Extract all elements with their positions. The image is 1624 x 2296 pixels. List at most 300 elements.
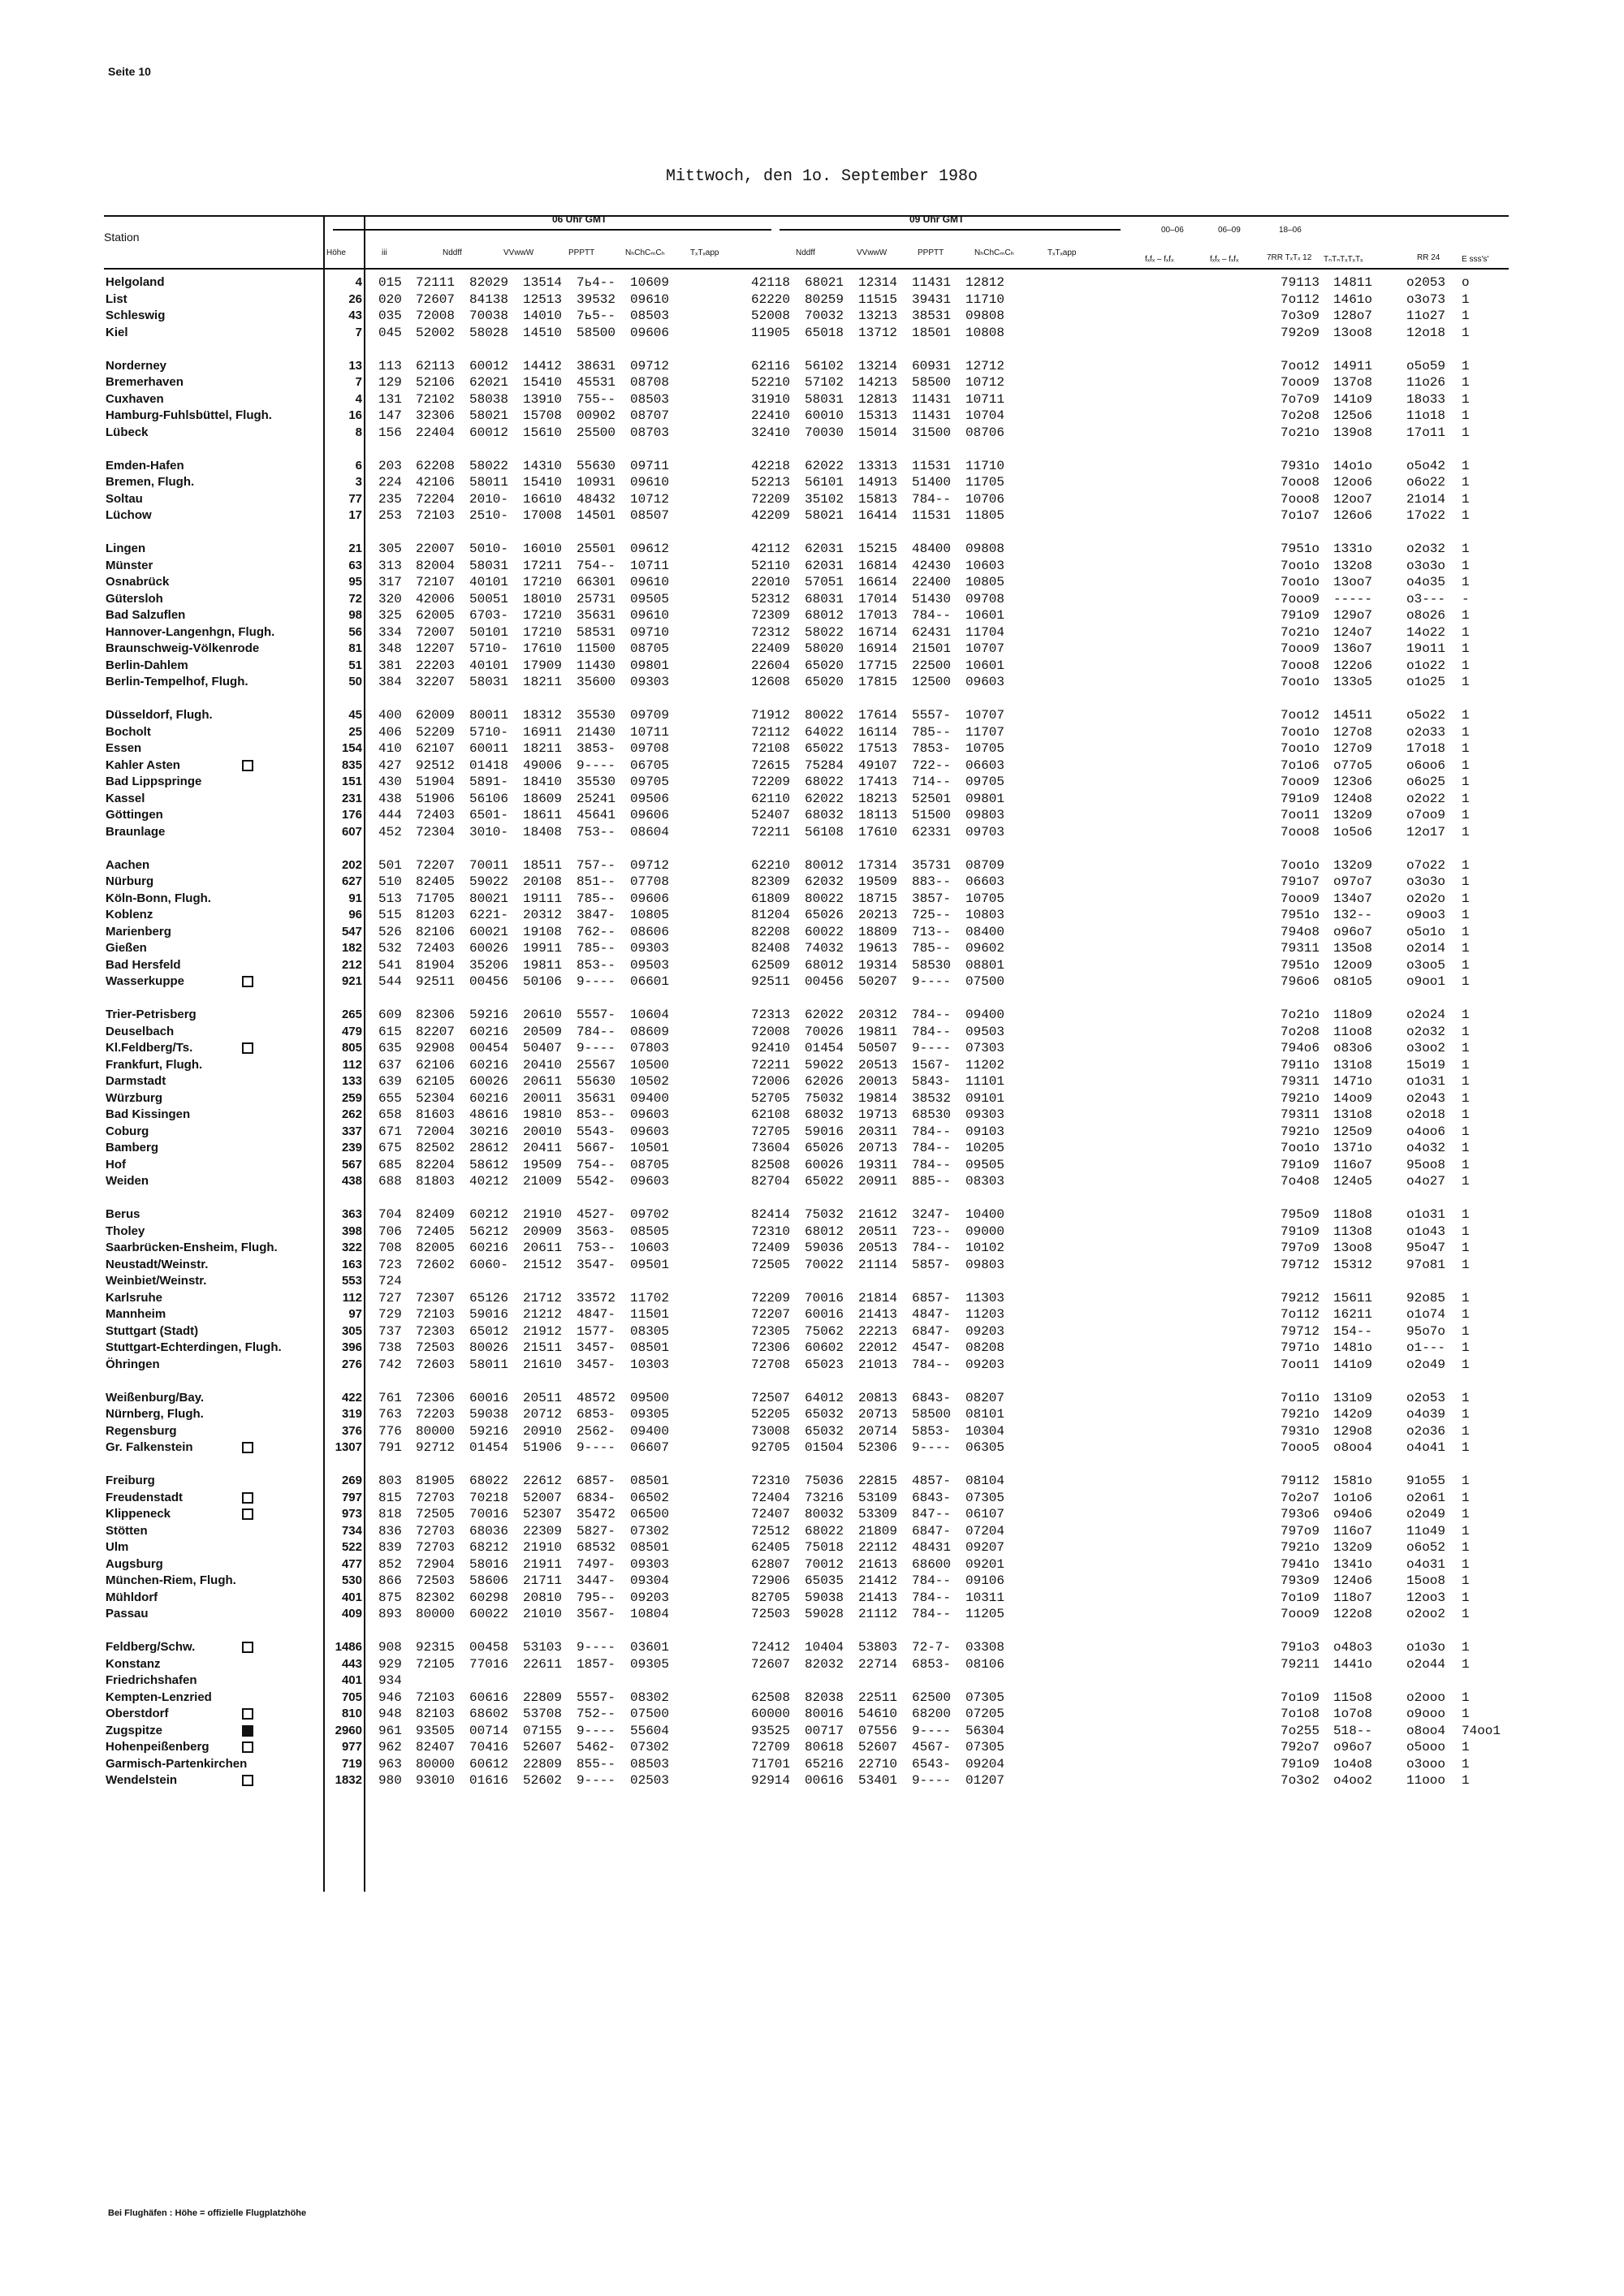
table-row: [0, 1656, 1624, 1672]
station-name: Friedrichshafen: [106, 1673, 197, 1687]
obs-iii: 980: [378, 1773, 402, 1788]
obs-k: 08303: [965, 1174, 1005, 1189]
obs-p: -: [1462, 591, 1470, 606]
obs-e: 09603: [630, 1174, 670, 1189]
obs-n: o96o7: [1333, 1740, 1373, 1754]
obs-p: 1: [1462, 408, 1470, 423]
obs-d: 35530: [577, 775, 616, 789]
obs-c: 14510: [523, 325, 563, 340]
obs-b: 59216: [469, 1423, 509, 1439]
obs-e: 10609: [630, 275, 670, 290]
obs-n: 125o6: [1333, 408, 1373, 423]
obs-o: o2053: [1406, 275, 1446, 290]
station-height: 16: [348, 408, 362, 422]
obs-k: 09603: [965, 675, 1005, 689]
table-row: [0, 791, 1624, 807]
tn-header: TₙTₙTₓTₓTₓ: [1324, 255, 1363, 264]
obs-d: 33572: [577, 1290, 616, 1306]
obs-l: 7ooo8: [1281, 475, 1320, 490]
obs-n: 132o9: [1333, 1540, 1373, 1555]
obs-a: 72107: [416, 575, 456, 589]
obs-i: 19314: [858, 957, 898, 973]
obs-b: 70218: [469, 1490, 509, 1505]
table-row: [0, 507, 1624, 524]
obs-i: 19509: [858, 874, 898, 889]
obs-b: 59216: [469, 1008, 509, 1022]
mountain-station-icon: [242, 976, 253, 987]
obs-i: 50207: [858, 974, 898, 989]
obs-o: 21o14: [1406, 491, 1446, 507]
table-row: [0, 1007, 1624, 1023]
table-row: [0, 957, 1624, 973]
obs-j: 62331: [912, 824, 952, 839]
obs-f: 52210: [751, 375, 791, 390]
obs-i: 17014: [858, 591, 898, 606]
obs-p: 1: [1462, 824, 1470, 839]
obs-i: 19311: [858, 1157, 898, 1172]
table-row: [0, 408, 1624, 424]
obs-e: 09712: [630, 358, 670, 373]
obs-i: 13313: [858, 458, 898, 473]
obs-p: 1: [1462, 1773, 1470, 1788]
obs-iii: 685: [378, 1157, 402, 1172]
obs-c: 07155: [523, 1723, 563, 1738]
obs-f: 22604: [751, 658, 791, 673]
table-row: [0, 1206, 1624, 1223]
obs-d: 68532: [577, 1540, 616, 1555]
obs-a: 82405: [416, 874, 456, 889]
obs-iii: 532: [378, 941, 402, 956]
obs-g: 65035: [805, 1573, 844, 1588]
obs-e: 07302: [630, 1740, 670, 1754]
obs-g: 65022: [805, 1174, 844, 1189]
obs-k: 07500: [965, 974, 1005, 989]
obs-e: 09400: [630, 1090, 670, 1106]
obs-p: 1: [1462, 808, 1470, 822]
obs-c: 18211: [523, 675, 563, 689]
station-height: 112: [342, 1290, 362, 1305]
obs-n: 122o8: [1333, 1607, 1373, 1621]
obs-o: o9ooo: [1406, 1707, 1446, 1721]
station-height: 1307: [335, 1440, 362, 1454]
obs-c: 14412: [523, 358, 563, 373]
obs06-header: 06 Uhr GMT: [552, 214, 607, 225]
obs-e: 06601: [630, 974, 670, 989]
obs-f: 61809: [751, 891, 791, 906]
station-height: 56: [348, 624, 362, 639]
obs-f: 92914: [751, 1773, 791, 1788]
obs-f: 22409: [751, 641, 791, 656]
obs-e: 09801: [630, 658, 670, 673]
obs-g: 68031: [805, 591, 844, 606]
obs-l: 7o21o: [1281, 624, 1320, 640]
obs-f: 42112: [751, 542, 791, 556]
table-row: [0, 1473, 1624, 1489]
obs-l: 7ooo9: [1281, 775, 1320, 789]
station-name: Bad Kissingen: [106, 1107, 191, 1121]
obs-e: 09303: [630, 1556, 670, 1572]
obs-b: 58031: [469, 675, 509, 689]
obs-p: 1: [1462, 325, 1470, 340]
obs-d: 5557-: [577, 1008, 616, 1022]
station-height: 26: [348, 291, 362, 306]
obs-e: 10502: [630, 1074, 670, 1089]
obs-e: 09712: [630, 857, 670, 873]
obs-iii: 541: [378, 957, 402, 973]
obs-i: 20511: [858, 1224, 898, 1239]
obs-c: 16010: [523, 542, 563, 556]
obs-e: 08705: [630, 641, 670, 656]
obs-f: 82508: [751, 1157, 791, 1172]
station-name: Stötten: [106, 1523, 148, 1538]
obs-f: 72211: [751, 824, 791, 839]
obs-p: 1: [1462, 874, 1470, 889]
obs-c: 22612: [523, 1474, 563, 1488]
obs-i: 16814: [858, 558, 898, 573]
obs-l: 7921o: [1281, 1540, 1320, 1555]
table-row: [0, 325, 1624, 341]
obs-c: 52607: [523, 1740, 563, 1754]
station-height: 438: [341, 1174, 362, 1188]
obs-j: 58500: [912, 1407, 952, 1422]
obs-p: 1: [1462, 1707, 1470, 1721]
obs-d: 6834-: [577, 1490, 616, 1505]
table-row: [0, 358, 1624, 374]
obs-j: 5557-: [912, 708, 952, 723]
station-name: Hamburg-Fuhlsbüttel, Flugh.: [106, 408, 272, 422]
obs-j: 9----: [912, 1041, 952, 1055]
obs-iii: 381: [378, 658, 402, 673]
obs-e: 08503: [630, 391, 670, 407]
station-name: Würzburg: [106, 1090, 162, 1105]
station-height: 2960: [335, 1723, 362, 1737]
obs-a: 72703: [416, 1523, 456, 1539]
obs-b: 60216: [469, 1241, 509, 1255]
obs-g: 70032: [805, 309, 844, 323]
obs-iii: 515: [378, 908, 402, 922]
page-label: Seite 10: [108, 65, 151, 78]
obs-d: 9----: [577, 1440, 616, 1455]
obs-l: 7o1o7: [1281, 508, 1320, 523]
obs-a: 72503: [416, 1573, 456, 1588]
obs-d: 5462-: [577, 1740, 616, 1754]
table-row: [0, 474, 1624, 490]
obs-c: 19811: [523, 957, 563, 973]
obs-n: 141o9: [1333, 391, 1373, 407]
obs-g: 01454: [805, 1041, 844, 1055]
obs-a: 72103: [416, 508, 456, 523]
obs-iii: 639: [378, 1074, 402, 1089]
f2-header: fₓfₓ – fₓfₓ: [1210, 255, 1239, 264]
obs-g: 75032: [805, 1207, 844, 1222]
obs-p: 1: [1462, 1057, 1470, 1072]
obs-i: 19613: [858, 941, 898, 956]
obs-o: o4o31: [1406, 1556, 1446, 1572]
obs-iii: 658: [378, 1107, 402, 1122]
station-height: 607: [341, 824, 362, 839]
obs-iii: 815: [378, 1490, 402, 1505]
table-row: [0, 607, 1624, 624]
station-name: Bad Lippspringe: [106, 775, 202, 788]
obs-i: 21612: [858, 1207, 898, 1222]
obs-e: 07500: [630, 1707, 670, 1721]
station-name: Braunlage: [106, 824, 166, 839]
obs-e: 08705: [630, 1157, 670, 1172]
obs-b: 62021: [469, 375, 509, 390]
obs-iii: 671: [378, 1124, 402, 1139]
obs-iii: 325: [378, 608, 402, 623]
obs-d: 5543-: [577, 1124, 616, 1139]
station-height: 805: [341, 1041, 362, 1055]
obs-p: 1: [1462, 575, 1470, 589]
obs-n: 128o7: [1333, 309, 1373, 323]
station-height: 98: [348, 608, 362, 622]
obs-n: o94o6: [1333, 1507, 1373, 1521]
obs-f: 72209: [751, 775, 791, 789]
station-height: 269: [341, 1474, 362, 1487]
obs-f: 52110: [751, 558, 791, 573]
obs-p: 1: [1462, 1607, 1470, 1621]
obs-l: 791o9: [1281, 1756, 1320, 1772]
obs-i: 12813: [858, 391, 898, 407]
obs-l: 797o9: [1281, 1523, 1320, 1539]
obs-p: 1: [1462, 1024, 1470, 1039]
obs-f: 62509: [751, 957, 791, 973]
obs-n: 14o1o: [1333, 458, 1373, 473]
obs-a: 72203: [416, 1407, 456, 1422]
station-name: Wendelstein: [106, 1773, 178, 1787]
obs-iii: 035: [378, 309, 402, 323]
obs-e: 10711: [630, 724, 670, 740]
obs-c: 19108: [523, 924, 563, 939]
obs-g: 57102: [805, 375, 844, 390]
obs-p: 1: [1462, 1440, 1470, 1455]
obs-f: 60000: [751, 1707, 791, 1721]
table-row: [0, 291, 1624, 308]
obs-j: 714--: [912, 775, 952, 789]
obs-g: 64012: [805, 1390, 844, 1405]
obs-b: 60216: [469, 1057, 509, 1072]
obs-n: 132o8: [1333, 558, 1373, 573]
table-row: [0, 391, 1624, 408]
obs-d: 853--: [577, 957, 616, 973]
table-row: [0, 1756, 1624, 1772]
station-height: 705: [341, 1690, 362, 1704]
station-height: 202: [341, 857, 362, 872]
obs-g: 62031: [805, 558, 844, 573]
obs-g: 80032: [805, 1507, 844, 1521]
obs-j: 12500: [912, 675, 952, 689]
obs-i: 19713: [858, 1107, 898, 1122]
obs-b: 58612: [469, 1157, 509, 1172]
obs-i: 17610: [858, 824, 898, 839]
obs-k: 12812: [965, 275, 1005, 290]
obs-k: 08101: [965, 1407, 1005, 1422]
obs-p: 1: [1462, 1357, 1470, 1372]
station-name: Frankfurt, Flugh.: [106, 1057, 203, 1072]
obs-i: 12314: [858, 275, 898, 290]
obs-a: 92908: [416, 1041, 456, 1055]
obs-i: 21814: [858, 1290, 898, 1306]
table-row: [0, 874, 1624, 890]
obs-c: 19911: [523, 941, 563, 956]
obs-d: 35472: [577, 1507, 616, 1521]
obs-g: 65018: [805, 325, 844, 340]
obs-l: 7ooo8: [1281, 658, 1320, 673]
obs-iii: 544: [378, 974, 402, 989]
station-height: 547: [341, 924, 362, 939]
obs-l: 7o255: [1281, 1723, 1320, 1738]
obs-f: 71912: [751, 708, 791, 723]
obs-iii: 501: [378, 857, 402, 873]
obs09-rule: [780, 229, 1121, 231]
obs-p: 1: [1462, 491, 1470, 507]
station-name: Helgoland: [106, 275, 165, 289]
obs-k: 06305: [965, 1440, 1005, 1455]
obs-l: 7o21o: [1281, 425, 1320, 440]
station-name: Tholey: [106, 1224, 145, 1238]
table-row: [0, 707, 1624, 723]
obs-iii: 839: [378, 1540, 402, 1555]
table-row: [0, 308, 1624, 324]
station-height: 91: [348, 891, 362, 905]
table-row: [0, 624, 1624, 641]
obs-l: 7ooo9: [1281, 375, 1320, 390]
obs-n: 1o4o8: [1333, 1756, 1373, 1772]
obs-p: 1: [1462, 309, 1470, 323]
obs-d: 35631: [577, 1090, 616, 1106]
station-name: Augsburg: [106, 1556, 163, 1571]
obs-d: 3457-: [577, 1357, 616, 1372]
obs-f: 72709: [751, 1740, 791, 1754]
obs-g: 35102: [805, 491, 844, 507]
obs-b: 60016: [469, 1390, 509, 1405]
obs-c: 15410: [523, 475, 563, 490]
obs-g: 82038: [805, 1690, 844, 1705]
obs-n: 141o9: [1333, 1357, 1373, 1372]
obs-b: 82029: [469, 275, 509, 290]
station-name: Weinbiet/Weinstr.: [106, 1274, 207, 1288]
obs-j: 39431: [912, 291, 952, 307]
obs-d: 5827-: [577, 1523, 616, 1539]
obs-p: 1: [1462, 1590, 1470, 1605]
obs-e: 11702: [630, 1290, 670, 1306]
obs-f: 62116: [751, 358, 791, 373]
obs-d: 6853-: [577, 1407, 616, 1422]
obs-p: 1: [1462, 1340, 1470, 1355]
obs06-rule: [333, 229, 771, 231]
obs-e: 08609: [630, 1024, 670, 1039]
obs-l: 7951o: [1281, 908, 1320, 922]
obs-e: 10501: [630, 1141, 670, 1155]
rr24-header: RR 24: [1417, 253, 1440, 262]
obs-k: 09808: [965, 309, 1005, 323]
obs-n: 118o9: [1333, 1008, 1373, 1022]
obs-o: o4o41: [1406, 1440, 1446, 1455]
obs-l: 7o7o9: [1281, 391, 1320, 407]
obs-g: 65032: [805, 1423, 844, 1439]
table-row: [0, 940, 1624, 956]
obs-l: 79311: [1281, 1074, 1320, 1089]
obs-k: 10601: [965, 608, 1005, 623]
obs-a: 81904: [416, 957, 456, 973]
obs-f: 72407: [751, 1507, 791, 1521]
obs-p: 1: [1462, 891, 1470, 906]
obs-i: 20513: [858, 1241, 898, 1255]
station-height: 7: [355, 375, 362, 389]
obs-b: 58031: [469, 558, 509, 573]
obs-o: o4o35: [1406, 575, 1446, 589]
obs-k: 09204: [965, 1756, 1005, 1772]
obs-o: 12o18: [1406, 325, 1446, 340]
obs-j: 784--: [912, 1124, 952, 1139]
obs-c: 17909: [523, 658, 563, 673]
obs-j: 68600: [912, 1556, 952, 1572]
obs-d: 9----: [577, 757, 616, 773]
obs-a: 32306: [416, 408, 456, 423]
obs-i: 49107: [858, 757, 898, 773]
obs-l: 7o112: [1281, 1307, 1320, 1322]
obs-i: 21613: [858, 1556, 898, 1572]
obs-l: 79712: [1281, 1257, 1320, 1272]
obs-i: 21112: [858, 1607, 898, 1621]
obs-b: 56212: [469, 1224, 509, 1239]
obs-n: 11oo8: [1333, 1024, 1373, 1039]
obs-a: 81603: [416, 1107, 456, 1122]
obs-p: 1: [1462, 458, 1470, 473]
obs-n: 123o6: [1333, 775, 1373, 789]
obs-g: 80016: [805, 1707, 844, 1721]
obs-a: 82306: [416, 1008, 456, 1022]
obs-a: 22007: [416, 542, 456, 556]
obs-f: 72313: [751, 1008, 791, 1022]
obs-a: 32207: [416, 675, 456, 689]
obs-c: 19509: [523, 1157, 563, 1172]
obs-n: 14811: [1333, 275, 1373, 290]
obs-f: 42209: [751, 508, 791, 523]
obs-l: 792o9: [1281, 325, 1320, 340]
obs-a: 72111: [416, 275, 456, 290]
obs-a: 93505: [416, 1723, 456, 1738]
obs-g: 65023: [805, 1357, 844, 1372]
obs-b: 28612: [469, 1141, 509, 1155]
obs-f: 72312: [751, 624, 791, 640]
obs-f: 62405: [751, 1540, 791, 1555]
obs-f: 72310: [751, 1474, 791, 1488]
table-row: [0, 774, 1624, 790]
obs-iii: 763: [378, 1407, 402, 1422]
obs-g: 65216: [805, 1756, 844, 1772]
obs-n: 1581o: [1333, 1474, 1373, 1488]
obs-c: 17211: [523, 558, 563, 573]
obs-o: o2o61: [1406, 1490, 1446, 1505]
obs-iii: 963: [378, 1756, 402, 1772]
obs-a: 62009: [416, 708, 456, 723]
table-row: [0, 374, 1624, 391]
obs-o: o2o36: [1406, 1423, 1446, 1439]
station-name: Hannover-Langenhgn, Flugh.: [106, 624, 275, 639]
obs-i: 20713: [858, 1141, 898, 1155]
mountain-station-icon: [242, 760, 253, 771]
station-name: Münster: [106, 558, 153, 572]
obs-b: 00714: [469, 1723, 509, 1738]
obs-l: 7931o: [1281, 1423, 1320, 1439]
mountain-station-icon: [242, 1508, 253, 1520]
obs-p: 1: [1462, 1141, 1470, 1155]
obs-i: 16714: [858, 624, 898, 640]
obs-k: 08801: [965, 957, 1005, 973]
obs-a: 92712: [416, 1440, 456, 1455]
